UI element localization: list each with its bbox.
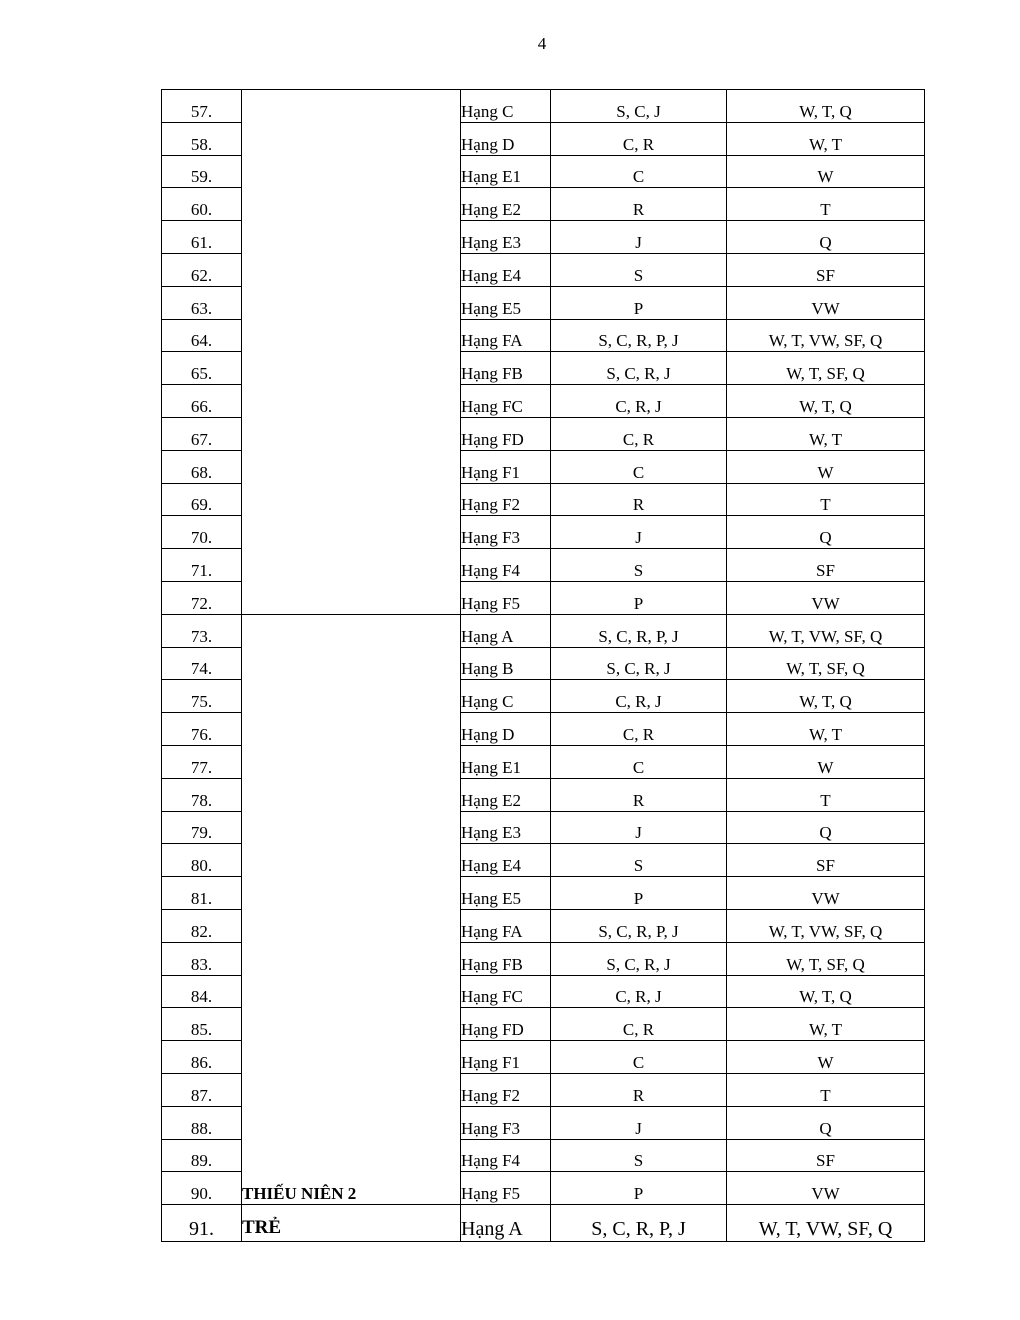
code-set-b-cell: W, T <box>727 1008 925 1041</box>
row-number: 82. <box>162 909 242 942</box>
code-set-a-cell: S, C, R, P, J <box>551 909 727 942</box>
row-number: 81. <box>162 877 242 910</box>
code-set-a-cell: R <box>551 188 727 221</box>
row-number: 71. <box>162 549 242 582</box>
code-set-b-cell: VW <box>727 581 925 614</box>
code-set-a-cell: R <box>551 483 727 516</box>
code-set-a-cell: C, R <box>551 417 727 450</box>
code-set-b-cell: W, T, Q <box>727 975 925 1008</box>
row-number: 87. <box>162 1073 242 1106</box>
code-set-a-cell: J <box>551 221 727 254</box>
page-number: 4 <box>537 34 547 53</box>
rank-cell: Hạng E1 <box>461 155 551 188</box>
code-set-b-cell: T <box>727 483 925 516</box>
row-number: 79. <box>162 811 242 844</box>
code-set-a-cell: J <box>551 516 727 549</box>
rank-cell: Hạng F2 <box>461 483 551 516</box>
code-set-b-cell: Q <box>727 221 925 254</box>
rank-cell: Hạng E5 <box>461 877 551 910</box>
code-set-b-cell: W, T, Q <box>727 385 925 418</box>
rank-cell: Hạng F4 <box>461 1139 551 1172</box>
group-label <box>242 90 461 615</box>
code-set-a-cell: S <box>551 253 727 286</box>
code-set-a-cell: S, C, R, P, J <box>551 319 727 352</box>
rank-cell: Hạng A <box>461 1205 551 1242</box>
code-set-b-cell: Q <box>727 1106 925 1139</box>
code-set-a-cell: C, R, J <box>551 680 727 713</box>
rank-cell: Hạng FA <box>461 319 551 352</box>
code-set-a-cell: S, C, R, J <box>551 942 727 975</box>
rank-cell: Hạng F3 <box>461 1106 551 1139</box>
code-set-b-cell: W, T, Q <box>727 680 925 713</box>
code-set-a-cell: C, R <box>551 713 727 746</box>
rank-cell: Hạng FB <box>461 942 551 975</box>
rank-cell: Hạng F4 <box>461 549 551 582</box>
code-set-a-cell: C <box>551 745 727 778</box>
rank-cell: Hạng F3 <box>461 516 551 549</box>
row-number: 74. <box>162 647 242 680</box>
rank-cell: Hạng A <box>461 614 551 647</box>
code-set-a-cell: C, R, J <box>551 975 727 1008</box>
code-set-b-cell: W, T <box>727 713 925 746</box>
code-set-b-cell: VW <box>727 286 925 319</box>
code-set-b-cell: W <box>727 745 925 778</box>
code-set-b-cell: W, T, VW, SF, Q <box>727 1205 925 1242</box>
row-number: 88. <box>162 1106 242 1139</box>
row-number: 58. <box>162 122 242 155</box>
code-set-a-cell: S, C, J <box>551 90 727 123</box>
ranking-table <box>161 89 925 1242</box>
code-set-b-cell: W <box>727 450 925 483</box>
code-set-a-cell: P <box>551 581 727 614</box>
table-row <box>162 1205 925 1242</box>
code-set-a-cell: C, R, J <box>551 385 727 418</box>
group-label: THIẾU NIÊN 2 <box>242 614 461 1204</box>
row-number: 80. <box>162 844 242 877</box>
code-set-a-cell: C <box>551 450 727 483</box>
code-set-b-cell: W, T, VW, SF, Q <box>727 614 925 647</box>
code-set-a-cell: S, C, R, P, J <box>551 1205 727 1242</box>
rank-cell: Hạng FD <box>461 417 551 450</box>
code-set-a-cell: P <box>551 1172 727 1205</box>
row-number: 62. <box>162 253 242 286</box>
rank-cell: Hạng D <box>461 122 551 155</box>
code-set-b-cell: W, T, Q <box>727 90 925 123</box>
row-number: 83. <box>162 942 242 975</box>
rank-cell: Hạng E3 <box>461 221 551 254</box>
code-set-a-cell: P <box>551 286 727 319</box>
row-number: 73. <box>162 614 242 647</box>
row-number: 57. <box>162 90 242 123</box>
code-set-a-cell: R <box>551 1073 727 1106</box>
row-number: 68. <box>162 450 242 483</box>
code-set-a-cell: S <box>551 549 727 582</box>
row-number: 60. <box>162 188 242 221</box>
row-number: 64. <box>162 319 242 352</box>
rank-cell: Hạng C <box>461 90 551 123</box>
row-number: 86. <box>162 1041 242 1074</box>
code-set-a-cell: S <box>551 844 727 877</box>
rank-cell: Hạng E4 <box>461 844 551 877</box>
code-set-b-cell: W, T, VW, SF, Q <box>727 909 925 942</box>
code-set-b-cell: W, T, SF, Q <box>727 647 925 680</box>
row-number: 69. <box>162 483 242 516</box>
table-row <box>162 614 925 647</box>
rank-cell: Hạng FC <box>461 385 551 418</box>
code-set-b-cell: W, T, SF, Q <box>727 352 925 385</box>
row-number: 77. <box>162 745 242 778</box>
row-number: 70. <box>162 516 242 549</box>
code-set-b-cell: T <box>727 778 925 811</box>
rank-cell: Hạng E2 <box>461 778 551 811</box>
code-set-a-cell: C <box>551 1041 727 1074</box>
code-set-b-cell: VW <box>727 1172 925 1205</box>
row-number: 63. <box>162 286 242 319</box>
code-set-a-cell: J <box>551 1106 727 1139</box>
code-set-b-cell: W <box>727 1041 925 1074</box>
rank-cell: Hạng F5 <box>461 1172 551 1205</box>
row-number: 61. <box>162 221 242 254</box>
code-set-b-cell: Q <box>727 516 925 549</box>
code-set-b-cell: SF <box>727 1139 925 1172</box>
rank-cell: Hạng E2 <box>461 188 551 221</box>
rank-cell: Hạng F5 <box>461 581 551 614</box>
rank-cell: Hạng F1 <box>461 450 551 483</box>
code-set-b-cell: T <box>727 188 925 221</box>
code-set-a-cell: P <box>551 877 727 910</box>
rank-cell: Hạng FD <box>461 1008 551 1041</box>
code-set-a-cell: R <box>551 778 727 811</box>
code-set-a-cell: C, R <box>551 122 727 155</box>
group-label: TRẺ <box>242 1205 461 1242</box>
row-number: 59. <box>162 155 242 188</box>
code-set-a-cell: S, C, R, J <box>551 647 727 680</box>
code-set-b-cell: SF <box>727 844 925 877</box>
code-set-a-cell: S, C, R, P, J <box>551 614 727 647</box>
row-number: 72. <box>162 581 242 614</box>
row-number: 85. <box>162 1008 242 1041</box>
code-set-a-cell: C <box>551 155 727 188</box>
rank-cell: Hạng FA <box>461 909 551 942</box>
rank-cell: Hạng E5 <box>461 286 551 319</box>
code-set-b-cell: VW <box>727 877 925 910</box>
row-number: 67. <box>162 417 242 450</box>
code-set-b-cell: SF <box>727 253 925 286</box>
code-set-b-cell: SF <box>727 549 925 582</box>
code-set-b-cell: W, T, VW, SF, Q <box>727 319 925 352</box>
rank-cell: Hạng E4 <box>461 253 551 286</box>
rank-cell: Hạng D <box>461 713 551 746</box>
code-set-a-cell: C, R <box>551 1008 727 1041</box>
row-number: 76. <box>162 713 242 746</box>
row-number: 66. <box>162 385 242 418</box>
code-set-a-cell: S, C, R, J <box>551 352 727 385</box>
code-set-b-cell: W <box>727 155 925 188</box>
rank-cell: Hạng C <box>461 680 551 713</box>
code-set-b-cell: W, T <box>727 122 925 155</box>
rank-cell: Hạng E3 <box>461 811 551 844</box>
rank-cell: Hạng E1 <box>461 745 551 778</box>
row-number: 75. <box>162 680 242 713</box>
rank-cell: Hạng F2 <box>461 1073 551 1106</box>
code-set-b-cell: W, T <box>727 417 925 450</box>
rank-cell: Hạng FB <box>461 352 551 385</box>
code-set-b-cell: W, T, SF, Q <box>727 942 925 975</box>
row-number: 84. <box>162 975 242 1008</box>
rank-cell: Hạng F1 <box>461 1041 551 1074</box>
rank-cell: Hạng FC <box>461 975 551 1008</box>
table-row <box>162 90 925 123</box>
rank-cell: Hạng B <box>461 647 551 680</box>
row-number: 89. <box>162 1139 242 1172</box>
table-body <box>162 90 925 1242</box>
row-number: 78. <box>162 778 242 811</box>
row-number: 65. <box>162 352 242 385</box>
row-number: 91. <box>162 1205 242 1242</box>
code-set-b-cell: T <box>727 1073 925 1106</box>
code-set-a-cell: S <box>551 1139 727 1172</box>
code-set-a-cell: J <box>551 811 727 844</box>
code-set-b-cell: Q <box>727 811 925 844</box>
row-number: 90. <box>162 1172 242 1205</box>
